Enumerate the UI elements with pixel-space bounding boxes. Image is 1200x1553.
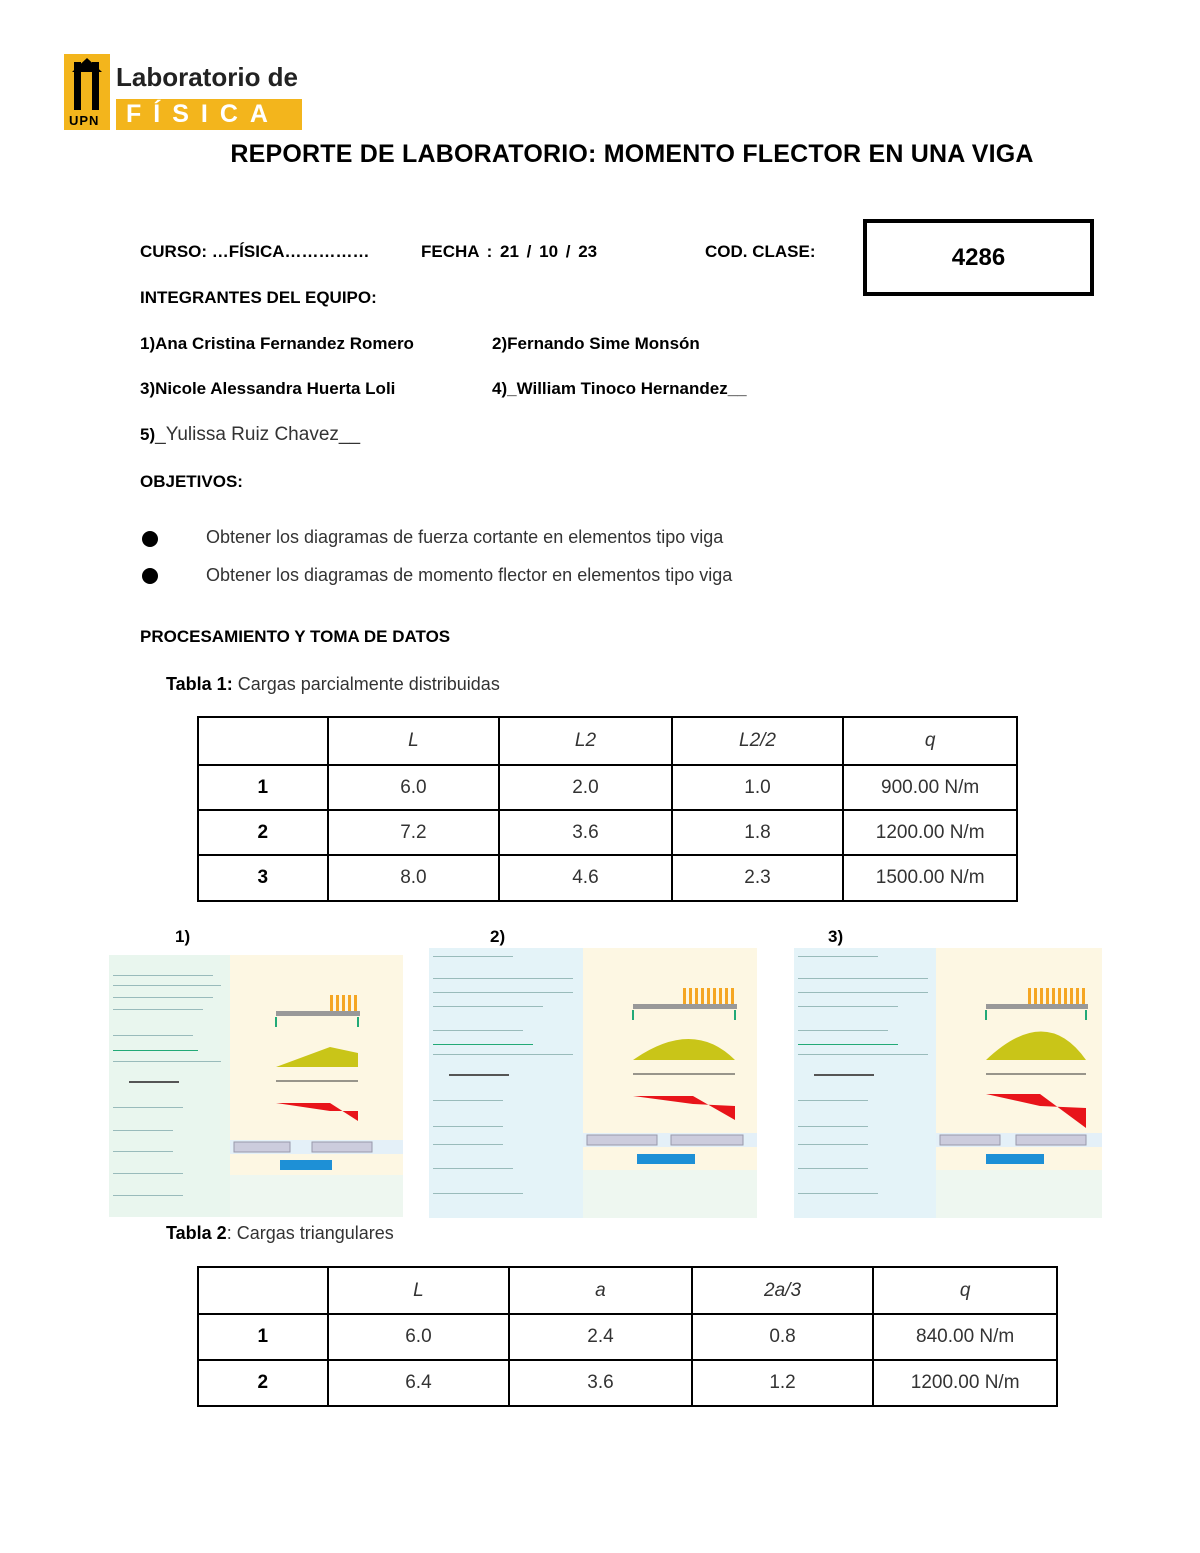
table-cell: 0.8	[692, 1314, 874, 1360]
beam-diagram-2	[583, 948, 757, 1218]
table-cell: 900.00 N/m	[843, 765, 1017, 810]
beam-diagram-1	[230, 955, 403, 1217]
table2-caption-rest: : Cargas triangulares	[226, 1223, 394, 1243]
team-member-1: 1)Ana Cristina Fernandez Romero	[140, 334, 414, 353]
table2-header-cell	[198, 1267, 328, 1314]
table2-header-cell: q	[873, 1267, 1057, 1314]
team-member-2: 2)Fernando Sime Monsón	[492, 334, 700, 353]
table-row	[198, 1360, 1057, 1406]
logo-fisica-bar	[116, 99, 302, 130]
screenshot-label-3: 3)	[828, 927, 844, 946]
simulation-screenshot-3	[794, 948, 1102, 1218]
upn-logo-mark	[64, 54, 110, 130]
table1-header-cell: L	[328, 717, 500, 765]
table2-caption-bold: Tabla 2	[166, 1223, 227, 1243]
table-cell: 1.0	[672, 765, 844, 810]
table-cell: 6.0	[328, 765, 500, 810]
table-cell: 2	[198, 810, 328, 855]
table-cell: 6.4	[328, 1360, 510, 1406]
team-member-5	[140, 424, 360, 446]
table2-caption	[166, 1223, 394, 1244]
diagram-panel	[230, 955, 403, 1217]
objective-item-2: Obtener los diagramas de momento flector en elementos tipo viga	[206, 565, 733, 585]
table-2	[197, 1266, 1058, 1407]
class-code-label: COD. CLASE:	[705, 242, 816, 261]
date-field: FECHA : 21 / 10 / 23	[421, 242, 598, 261]
table-cell: 1200.00 N/m	[873, 1360, 1057, 1406]
table-cell: 1	[198, 765, 328, 810]
table1-caption	[166, 674, 500, 695]
table-cell: 2.4	[509, 1314, 692, 1360]
table1-header-row	[198, 717, 1017, 765]
screenshot-label-1: 1)	[175, 927, 191, 946]
bullet-icon	[142, 568, 158, 584]
upn-logo	[64, 54, 302, 130]
table-cell: 3.6	[499, 810, 672, 855]
team-member-3: 3)Nicole Alessandra Huerta Loli	[140, 379, 396, 398]
logo-line1: Laboratorio de	[116, 62, 299, 92]
table1-caption-rest: Cargas parcialmente distribuidas	[232, 674, 500, 694]
table-row	[198, 1314, 1057, 1360]
table-cell: 7.2	[328, 810, 500, 855]
table-cell: 8.0	[328, 855, 500, 901]
team-label: INTEGRANTES DEL EQUIPO:	[140, 288, 377, 307]
table2-header-cell: L	[328, 1267, 510, 1314]
screenshot-label-2: 2)	[490, 927, 506, 946]
calc-panel	[429, 948, 583, 1218]
table-cell: 1500.00 N/m	[843, 855, 1017, 901]
table-1	[197, 716, 1018, 902]
calc-panel	[794, 948, 936, 1218]
table-cell: 2.3	[672, 855, 844, 901]
logo-upn-text: UPN	[69, 113, 100, 128]
table2-header-row	[198, 1267, 1057, 1314]
table-cell: 1.8	[672, 810, 844, 855]
table-row	[198, 810, 1017, 855]
table1-header-cell	[198, 717, 328, 765]
table-cell: 6.0	[328, 1314, 510, 1360]
objective-item-1: Obtener los diagramas de fuerza cortante en elementos tipo viga	[206, 527, 724, 547]
table-cell: 840.00 N/m	[873, 1314, 1057, 1360]
torch-icon	[68, 58, 106, 110]
simulation-screenshot-2	[429, 948, 757, 1218]
table-cell: 2	[198, 1360, 328, 1406]
table-cell: 1	[198, 1314, 328, 1360]
table1-caption-bold: Tabla 1:	[166, 674, 233, 694]
table1-header-cell: q	[843, 717, 1017, 765]
table1-header-cell: L2	[499, 717, 672, 765]
table2-header-cell: a	[509, 1267, 692, 1314]
table-row	[198, 765, 1017, 810]
table-cell: 3	[198, 855, 328, 901]
team-member-4: 4)_William Tinoco Hernandez__	[492, 379, 747, 398]
team-member-5-name: _Yulissa Ruiz Chavez__	[155, 424, 361, 445]
class-code-box	[863, 219, 1094, 296]
table-cell: 3.6	[509, 1360, 692, 1406]
logo-line2: FÍSICA	[126, 100, 280, 128]
table2-header-cell: 2a/3	[692, 1267, 874, 1314]
table-row	[198, 855, 1017, 901]
diagram-panel	[583, 948, 757, 1218]
bullet-icon	[142, 531, 158, 547]
table1-header-cell: L2/2	[672, 717, 844, 765]
table-cell: 1.2	[692, 1360, 874, 1406]
team-member-5-prefix: 5)	[140, 425, 156, 444]
table-cell: 2.0	[499, 765, 672, 810]
beam-diagram-3	[936, 948, 1102, 1218]
simulation-screenshot-1	[109, 955, 403, 1217]
objectives-label: OBJETIVOS:	[140, 472, 243, 491]
report-title: REPORTE DE LABORATORIO: MOMENTO FLECTOR EN UNA VIGA	[230, 140, 1034, 168]
diagram-panel	[936, 948, 1102, 1218]
table-cell: 1200.00 N/m	[843, 810, 1017, 855]
table-cell: 4.6	[499, 855, 672, 901]
calc-panel	[109, 955, 230, 1217]
class-code-value: 4286	[951, 243, 1006, 271]
course-field: CURSO: …FÍSICA……………	[140, 242, 370, 261]
processing-label: PROCESAMIENTO Y TOMA DE DATOS	[140, 627, 451, 646]
